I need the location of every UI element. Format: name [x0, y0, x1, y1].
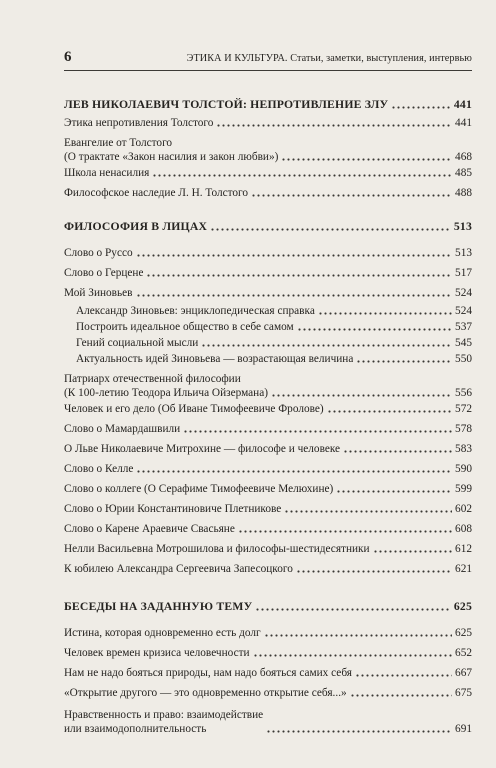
toc-page-number: 485	[455, 167, 472, 179]
toc-entry-title: Построить идеальное общество в себе самом	[76, 321, 294, 333]
toc-page-number: 583	[455, 443, 472, 455]
toc-page-number: 441	[455, 117, 472, 129]
toc-page-number: 513	[453, 220, 472, 233]
toc-entry-title	[64, 708, 263, 736]
toc-page-number: 488	[455, 187, 472, 199]
toc-page-number: 550	[455, 353, 472, 365]
page-header	[64, 48, 472, 71]
toc-entry	[64, 186, 472, 200]
toc-page-number: 590	[455, 463, 472, 475]
toc-page-number: 625	[455, 627, 472, 639]
toc-page-number: 545	[455, 337, 472, 349]
toc-entry-title-line: (К 100-летию Теодора Ильича Ойзермана)	[64, 387, 268, 399]
toc-entry-title: О Льве Николаевиче Митрохине — философе и человеке	[64, 443, 341, 455]
toc-entry	[64, 372, 472, 400]
toc-entry-title-line: (О трактате «Закон насилия и закон любви»)	[64, 151, 279, 163]
toc-entry-title: Гений социальной мысли	[76, 337, 199, 349]
toc-section-heading	[64, 98, 472, 112]
dot-leader	[210, 228, 451, 231]
toc-entry-title: Александр Зиновьев: энциклопедическая справка	[76, 305, 315, 317]
toc-entry-title: ФИЛОСОФИЯ В ЛИЦАХ	[64, 220, 208, 233]
toc-entry	[64, 646, 472, 660]
toc-entry-title: БЕСЕДЫ НА ЗАДАННУЮ ТЕМУ	[64, 600, 253, 613]
toc-entry	[64, 402, 472, 416]
toc-page-number: 691	[455, 723, 472, 735]
toc-page-number: 556	[455, 387, 472, 399]
toc-entry	[64, 246, 472, 260]
toc-page-number: 468	[455, 151, 472, 163]
toc-entry-title: Слово о Карене Араевиче Свасьяне	[64, 523, 235, 535]
dot-leader	[271, 394, 452, 397]
toc-page-number: 625	[453, 600, 472, 613]
dot-leader	[391, 106, 451, 109]
toc-section-heading	[64, 600, 472, 614]
toc-entry-title: Этика непротивления Толстого	[64, 117, 214, 129]
dot-leader	[336, 490, 452, 493]
dot-leader	[255, 608, 450, 611]
toc-entry-title-line: Патриарх отечественной философии	[64, 373, 241, 385]
toc-section-heading	[64, 220, 472, 234]
dot-leader	[264, 634, 452, 637]
toc-page-number: 513	[455, 247, 472, 259]
running-title: ЭТИКА И КУЛЬТУРА. Статьи, заметки, выступления, интервью	[186, 53, 472, 64]
toc-page-number: 675	[455, 687, 472, 699]
toc-entry-title-line: Нравственность и право: взаимодействие	[64, 709, 264, 721]
toc-entry-title: Слово о Келле	[64, 463, 134, 475]
toc-subentry	[64, 304, 472, 318]
toc-entry-title: Слово о Герцене	[64, 267, 144, 279]
toc-entry	[64, 286, 472, 300]
dot-leader	[356, 360, 452, 363]
toc-page-number: 612	[455, 543, 472, 555]
toc-entry-title-line: Евангелие от Толстого	[64, 137, 173, 149]
toc-entry-title: Слово о коллеге (О Серафиме Тимофеевиче Мелюхине)	[64, 483, 334, 495]
dot-leader	[281, 158, 452, 161]
dot-leader	[253, 654, 452, 657]
toc-page-number: 621	[455, 563, 472, 575]
toc-entry-title: «Открытие другого — это одновременно открытие себя...»	[64, 687, 347, 699]
toc-subentry	[64, 352, 472, 366]
toc-entry	[64, 462, 472, 476]
toc-entry-title: Слово о Юрии Константиновиче Плетникове	[64, 503, 282, 515]
toc-page-number: 652	[455, 647, 472, 659]
toc-page-number: 599	[455, 483, 472, 495]
toc-entry-title	[64, 372, 268, 400]
dot-leader	[136, 254, 452, 257]
toc-page-number: 517	[455, 267, 472, 279]
toc-entry	[64, 166, 472, 180]
toc-entry-title	[64, 136, 278, 164]
toc-entry	[64, 686, 472, 700]
toc-entry	[64, 542, 472, 556]
dot-leader	[373, 550, 452, 553]
toc-entry	[64, 626, 472, 640]
toc-entry-title: Философское наследие Л. Н. Толстого	[64, 187, 249, 199]
dot-leader	[355, 674, 452, 677]
dot-leader	[350, 694, 452, 697]
dot-leader	[216, 124, 452, 127]
toc-entry-title: Нам не надо бояться природы, нам надо бояться самих себя	[64, 667, 352, 679]
toc-entry	[64, 266, 472, 280]
toc-entry-title: Мой Зиновьев	[64, 287, 133, 299]
toc-entry-title: Истина, которая одновременно есть долг	[64, 627, 261, 639]
toc-entry	[64, 442, 472, 456]
dot-leader	[238, 530, 452, 533]
toc-entry-title: Человек времен кризиса человечности	[64, 647, 250, 659]
toc-entry	[64, 522, 472, 536]
toc-page-number: 524	[455, 287, 472, 299]
toc-entry-title-line: или взаимодополнительность	[64, 723, 207, 735]
toc-page-number: 537	[455, 321, 472, 333]
dot-leader	[297, 328, 452, 331]
toc-entry	[64, 116, 472, 130]
toc-page-number: 667	[455, 667, 472, 679]
toc-page-number: 572	[455, 403, 472, 415]
dot-leader	[183, 430, 452, 433]
page-number: 6	[64, 49, 72, 65]
toc-entry-title: Школа ненасилия	[64, 167, 150, 179]
dot-leader	[343, 450, 452, 453]
toc-entry	[64, 666, 472, 680]
dot-leader	[318, 312, 452, 315]
toc-subentry	[64, 336, 472, 350]
dot-leader	[136, 294, 453, 297]
toc-page-number: 608	[455, 523, 472, 535]
toc-entry	[64, 482, 472, 496]
dot-leader	[266, 730, 452, 733]
toc-entry-title: Актуальность идей Зиновьева — возрастающая величина	[76, 353, 354, 365]
dot-leader	[284, 510, 452, 513]
toc-entry-title: Слово о Мамардашвили	[64, 423, 181, 435]
dot-leader	[152, 174, 452, 177]
toc-entry-title: Слово о Руссо	[64, 247, 133, 259]
toc-subentry	[64, 320, 472, 334]
toc-entry	[64, 136, 472, 164]
dot-leader	[296, 570, 452, 573]
toc-entry-title: Нелли Васильевна Мотрошилова и философы-шестидесятники	[64, 543, 370, 555]
toc-entry-title: Человек и его дело (Об Иване Тимофеевиче Фролове)	[64, 403, 324, 415]
toc-page-number: 524	[455, 305, 472, 317]
dot-leader	[251, 194, 452, 197]
toc-page-number: 441	[453, 98, 472, 111]
toc-entry-title: К юбилею Александра Сергеевича Запесоцкого	[64, 563, 293, 575]
toc-entry	[64, 422, 472, 436]
toc-page-number: 602	[455, 503, 472, 515]
toc-entry-title: ЛЕВ НИКОЛАЕВИЧ ТОЛСТОЙ: НЕПРОТИВЛЕНИЕ ЗЛУ	[64, 98, 389, 111]
toc-entry	[64, 708, 472, 736]
dot-leader	[146, 274, 452, 277]
toc-entry	[64, 502, 472, 516]
dot-leader	[327, 410, 452, 413]
dot-leader	[136, 470, 452, 473]
toc-entry	[64, 562, 472, 576]
toc-page-number: 578	[455, 423, 472, 435]
dot-leader	[201, 344, 452, 347]
